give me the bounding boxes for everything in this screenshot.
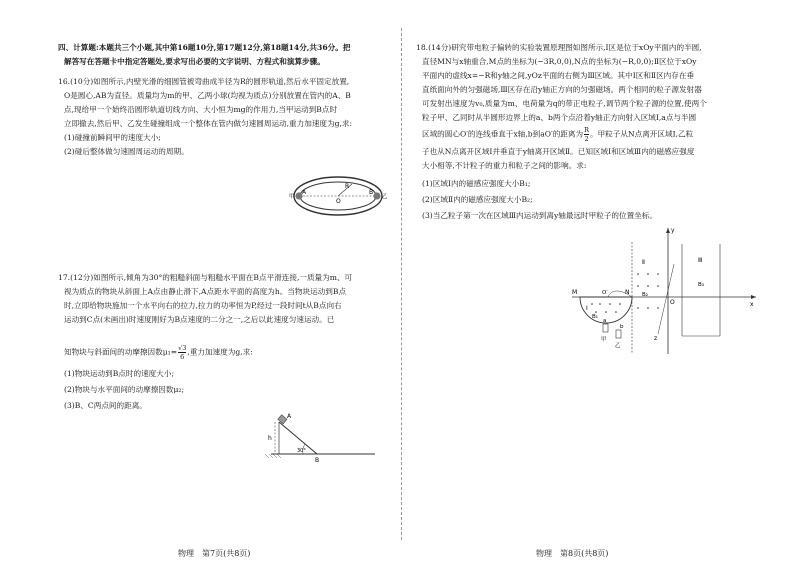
- label-o: O: [670, 299, 675, 306]
- q18-line: 大小相等,不计粒子的重力和粒子之间的影响。求:: [422, 161, 587, 170]
- label-jia: 甲: [289, 194, 295, 200]
- q17-line5-end: ,重力加速度为g,求:: [187, 347, 253, 357]
- q16-line: 点,现给甲一个始终沿圆形轨道切线方向、大小恒为mg的作用力,当甲运动到B点时: [64, 105, 338, 114]
- page-footer-left: 物理 第7页(共8页): [178, 549, 251, 558]
- label-a: A: [287, 413, 292, 420]
- fraction: [178, 344, 186, 361]
- label-yi: 乙: [615, 343, 621, 349]
- label-n: N: [625, 289, 630, 296]
- source-jia: [603, 324, 608, 332]
- q16-sub: (2)碰后整体做匀速圆周运动的周期。: [64, 147, 189, 156]
- q16-line: 立即撤去,然后甲、乙发生碰撞组成一个整体在管内做匀速圆周运动,重力加速度为g,求:: [64, 119, 353, 128]
- incline-figure: [263, 412, 383, 466]
- q18-line: 18.(14分)研究带电粒子偏转的实验装置原理图如图所示,Ⅰ区是位于xOy平面内的半圆,: [416, 43, 702, 52]
- hatching: [265, 454, 281, 458]
- q18-line: 可发射出速度为v₀,质量为m、电荷量为q的带正电粒子,调节两个粒子源的位置,使两个: [422, 99, 707, 108]
- q18-line7-end: 。甲粒子从N点离开区域Ⅰ,乙粒: [589, 129, 694, 139]
- q17-sub: (3)B、C两点间的距离。: [64, 401, 147, 410]
- q18-line: 平面内的虚线x=−R和y轴之间,yOz平面的右侧为Ⅲ区域。其中Ⅰ区和Ⅱ区内存在垂: [422, 71, 695, 80]
- q17-line: 17.(12分)如图所示,倾角为30°的粗糙斜面与粗糙水平面在B点平滑连接,一质量为m、可: [58, 273, 353, 282]
- q17-line: 运动到C点(未画出)时速度刚好为B点速度的二分之一,之后以此速度匀速运动。已: [64, 315, 335, 324]
- q18-sub: (1)区域Ⅰ内的磁感应强度大小B₁;: [422, 179, 531, 188]
- label-region1: Ⅰ: [586, 305, 588, 312]
- x-arrow: [751, 295, 756, 299]
- label-r: R: [345, 183, 350, 190]
- ring-track-figure: [290, 170, 390, 222]
- label-b1: B₁: [592, 314, 598, 320]
- fraction-denominator: 6: [180, 353, 185, 361]
- label-a: A: [302, 189, 307, 196]
- label-o: O: [336, 198, 341, 205]
- q17-line: 时,立即给物块施加一个水平向右的拉力,拉力的功率恒为P,经过一段时间t从B点向右: [64, 301, 342, 310]
- q18-line: 直径MN与x轴重合,M点的坐标为(−3R,0,0),N点的坐标为(−R,0,0);Ⅱ区位于xOy: [422, 57, 697, 66]
- q18-line7: [422, 126, 693, 143]
- label-o-prime: O′: [602, 290, 608, 296]
- fraction-numerator: √3: [178, 344, 187, 352]
- q17-line5-start: 知物块与斜面间的动摩擦因数μ₁=: [64, 347, 178, 357]
- label-x: x: [750, 301, 754, 308]
- label-jia: 甲: [601, 337, 607, 343]
- label-region3: Ⅲ: [698, 257, 703, 264]
- source-yi: [616, 330, 621, 338]
- q18-sub: (2)区域Ⅱ内的磁感应强度大小B₂;: [422, 195, 533, 204]
- section-heading: 四、计算题:本题共三个小题,其中第16题10分,第17题12分,第18题14分,共36分。把: [58, 43, 351, 52]
- label-b: b: [620, 324, 624, 330]
- page-footer-right: 物理 第8页(共8页): [536, 549, 609, 558]
- label-b: B: [369, 189, 374, 196]
- section-heading-cont: 解答写在答题卡中指定答题处,要求写出必要的文字说明、方程式和演算步骤。: [64, 57, 325, 66]
- q16-line: 16.(10分)如图所示,内壁光滑的细圆管被弯曲成半径为R的圆形轨道,然后水平固定放置,: [58, 77, 350, 86]
- label-b: B: [315, 457, 320, 464]
- q18-line: 直纸面向外的匀强磁场,Ⅲ区存在沿y轴正方向的匀强磁场。两个相同的粒子源发射器: [422, 85, 702, 94]
- q17-sub: (1)物块运动到B点时的速度大小;: [64, 369, 175, 378]
- label-angle: 30°: [297, 448, 306, 454]
- q16-line: O是圆心,AB为直径。质量均为m的甲、乙两小球(均视为质点)分别放置在管内的A、B: [64, 91, 351, 100]
- page-divider: [401, 28, 402, 540]
- q18-line: 子也从N点离开区域Ⅰ并垂直于y轴离开区域Ⅱ。已知区域Ⅰ和区域Ⅲ内的磁感应强度: [422, 147, 695, 156]
- label-z: z: [654, 335, 658, 342]
- label-h: h: [268, 435, 272, 442]
- label-a: a: [603, 318, 607, 324]
- fraction-denominator: 2: [584, 135, 589, 143]
- q17-line: 视为质点的物块从斜面上A点由静止滑下,A点距水平面的高度为h。当物块运动到B点: [64, 287, 347, 296]
- label-b3: B₃: [698, 282, 704, 288]
- q17-line5: [64, 344, 253, 361]
- q17-sub: (2)物块与水平面间的动摩擦因数μ₂;: [64, 385, 185, 394]
- label-y: y: [671, 227, 675, 234]
- q18-line7-start: 区域的圆心O′的连线垂直于x轴,b到aO′的距离为: [422, 129, 584, 139]
- fraction: [584, 126, 589, 143]
- q16-sub: (1)碰撞前瞬间甲的速度大小;: [64, 133, 161, 142]
- label-b2: B₂: [642, 292, 648, 298]
- q18-sub: (3)当乙粒子第一次在区域Ⅲ内运动到离y轴最远时甲粒子的位置坐标。: [422, 211, 657, 220]
- y-arrow: [666, 228, 670, 233]
- q18-line: 粒子甲、乙同时从半圆形边界上的a、b两个点沿着y轴正方向射入区域Ⅰ,a点与半圆: [422, 113, 697, 122]
- label-region2: Ⅱ: [642, 259, 645, 266]
- label-m: M: [572, 289, 578, 296]
- ball-yi: [373, 192, 380, 199]
- fraction-numerator: R: [584, 126, 589, 134]
- field-region-figure: [570, 224, 760, 360]
- label-yi: 乙: [382, 194, 388, 200]
